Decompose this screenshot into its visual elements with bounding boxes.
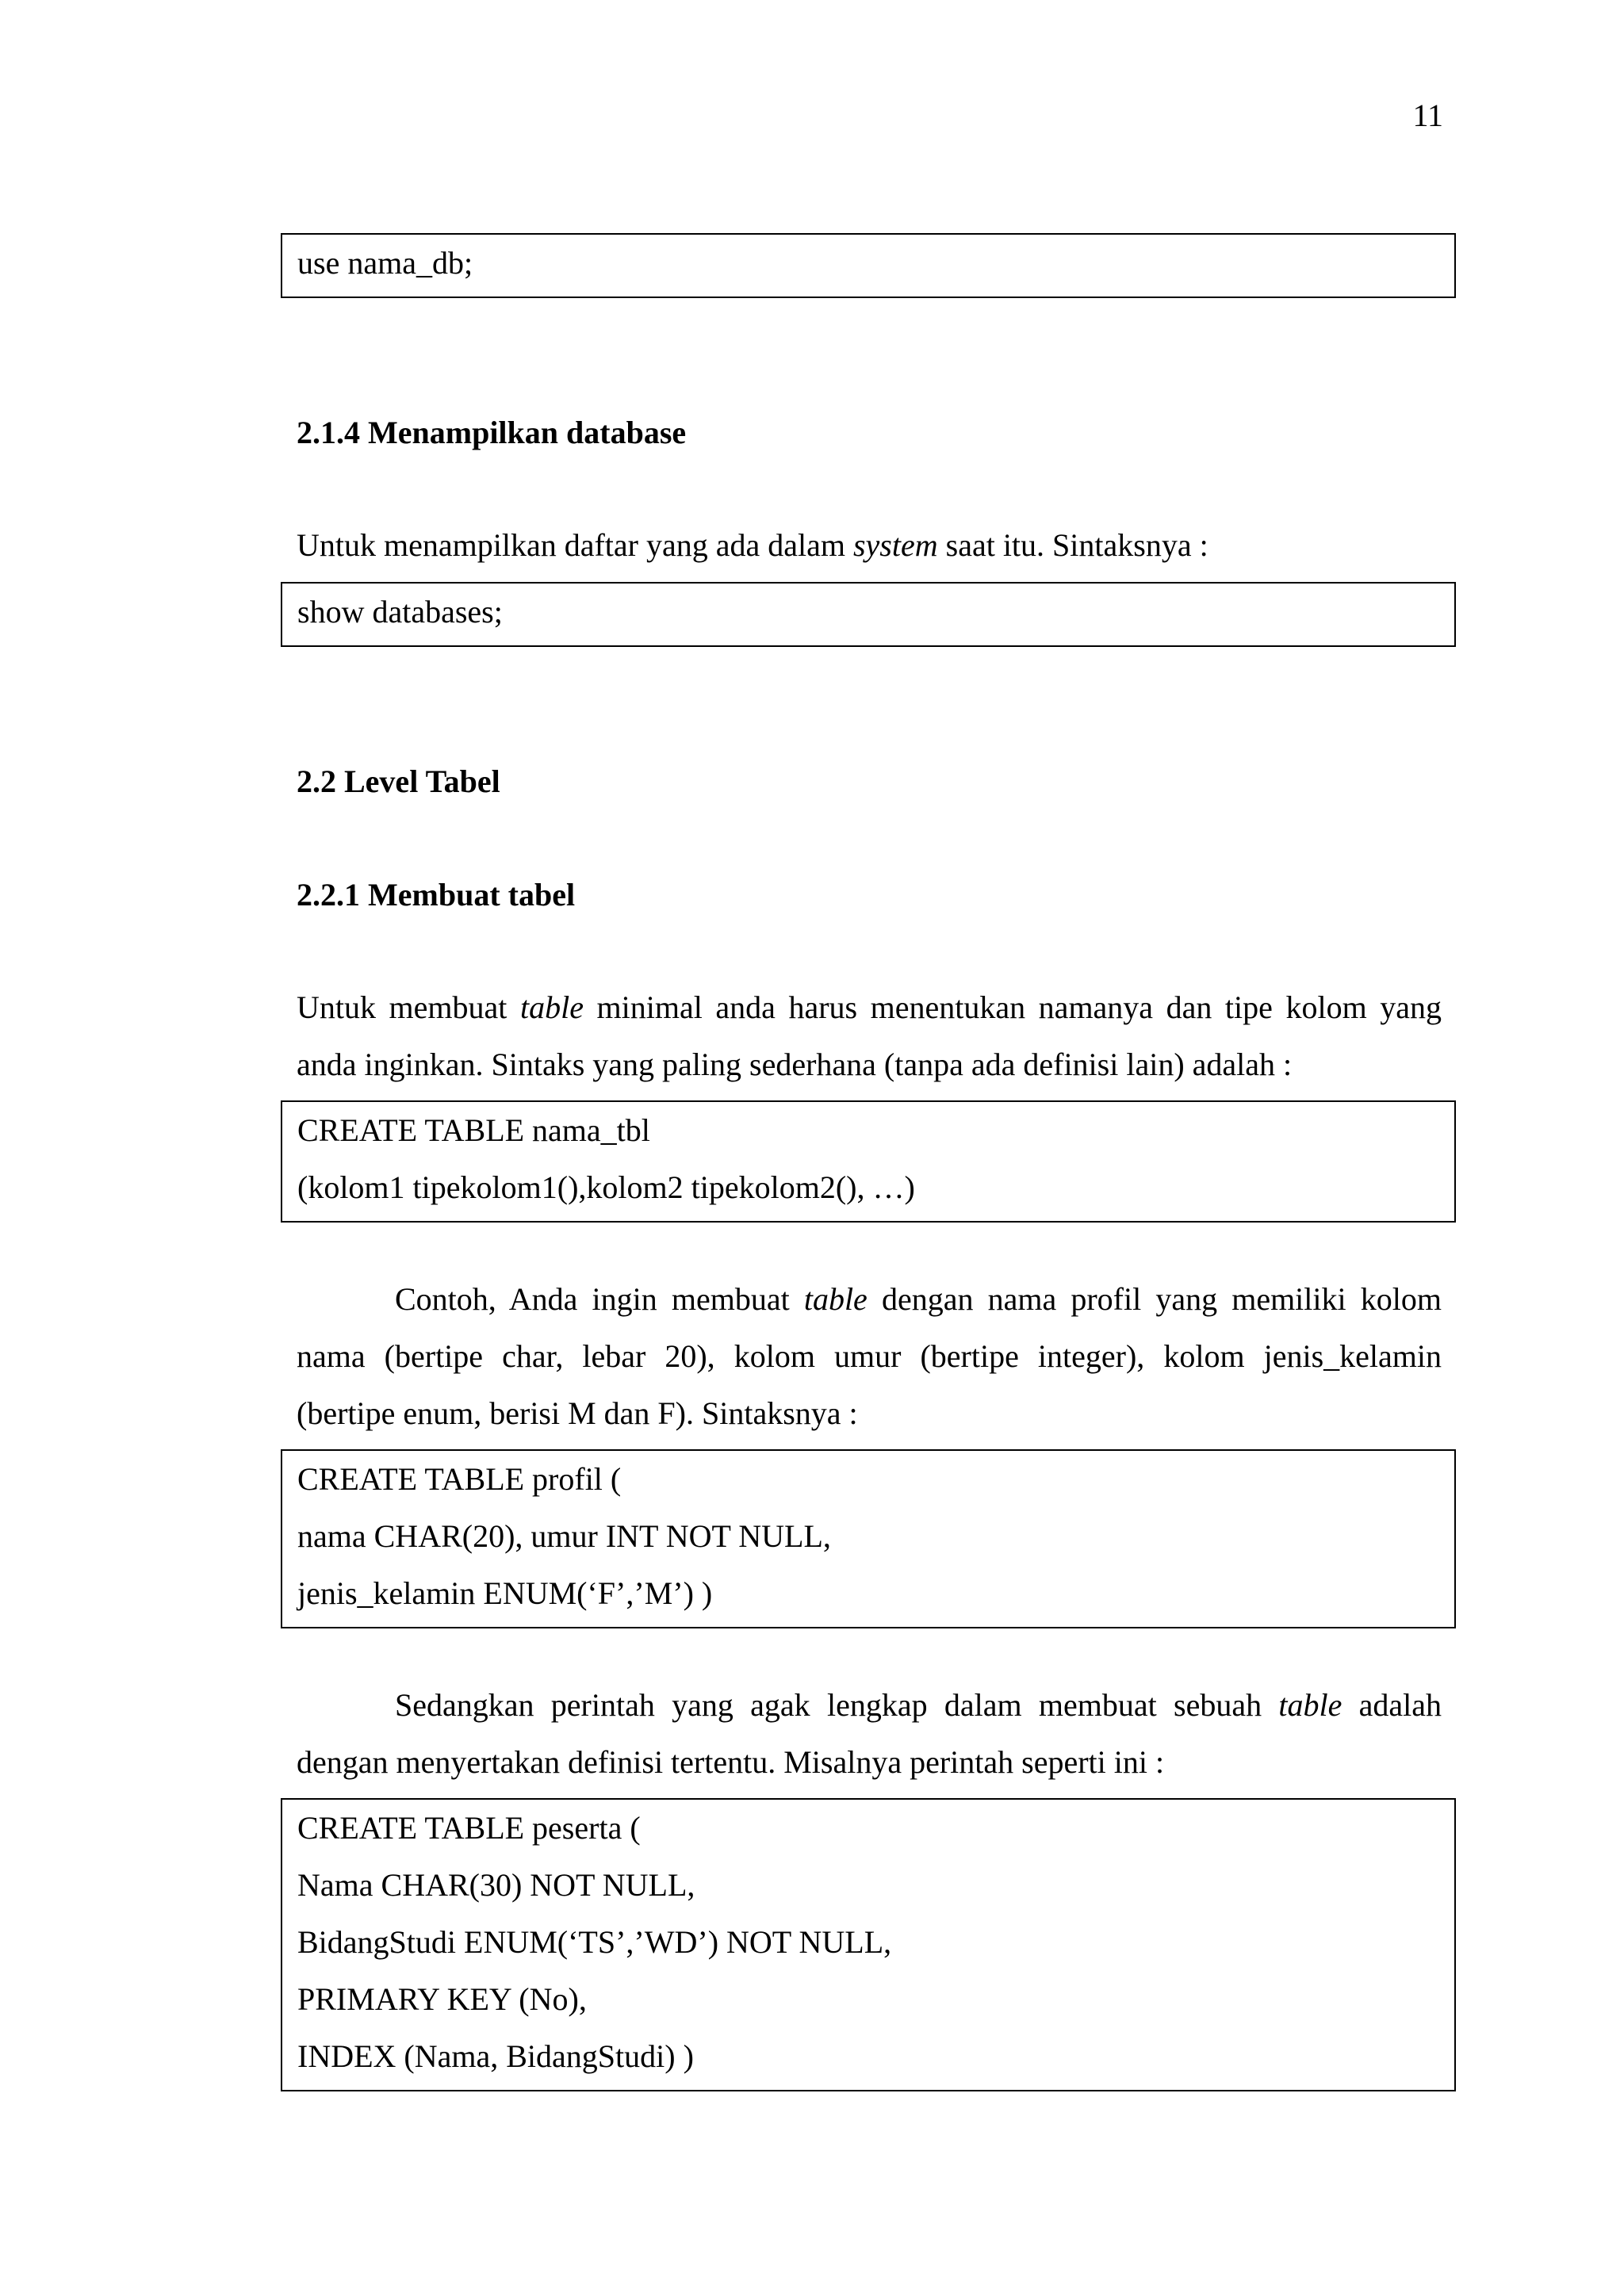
- para-text: Sedangkan perintah yang agak lengkap dalam membuat sebuah: [395, 1687, 1279, 1723]
- para-line: [297, 1677, 1442, 1734]
- code-line: Nama CHAR(30) NOT NULL,: [297, 1867, 695, 1903]
- paragraph-profil-example: [297, 1271, 1442, 1442]
- section-heading-2-2: 2.2 Level Tabel: [297, 763, 500, 799]
- code-line: use nama_db;: [297, 245, 473, 281]
- para-emphasis: system: [852, 527, 938, 563]
- para-line: [297, 1271, 1442, 1328]
- para-text: Untuk membuat: [297, 989, 520, 1025]
- code-box-create-table-syntax: [281, 1100, 1456, 1223]
- para-text: saat itu. Sintaksnya :: [937, 527, 1208, 563]
- code-line: nama CHAR(20), umur INT NOT NULL,: [297, 1518, 831, 1554]
- paragraph-show-databases-intro: [297, 517, 1442, 574]
- code-box-use-db: [281, 233, 1456, 298]
- para-line: dengan menyertakan definisi tertentu. Misalnya perintah seperti ini :: [297, 1744, 1165, 1780]
- para-text: adalah: [1342, 1687, 1442, 1723]
- para-emphasis: table: [1278, 1687, 1342, 1723]
- code-line: INDEX (Nama, BidangStudi) ): [297, 2038, 694, 2074]
- code-box-create-table-peserta: [281, 1798, 1456, 2091]
- code-box-show-databases: [281, 582, 1456, 647]
- code-line: (kolom1 tipekolom1(),kolom2 tipekolom2(), …): [297, 1169, 915, 1205]
- section-heading-2-2-1: 2.2.1 Membuat tabel: [297, 877, 576, 913]
- section-heading-2-1-4: 2.1.4 Menampilkan database: [297, 415, 687, 450]
- code-line: show databases;: [297, 594, 503, 629]
- code-line: CREATE TABLE profil (: [297, 1461, 622, 1497]
- code-line: CREATE TABLE peserta (: [297, 1810, 641, 1846]
- code-line: CREATE TABLE nama_tbl: [297, 1112, 650, 1148]
- para-text: dengan nama profil yang memiliki kolom: [867, 1281, 1442, 1317]
- paragraph-complete-table-intro: [297, 1677, 1442, 1791]
- para-line: anda inginkan. Sintaks yang paling sederhana (tanpa ada definisi lain) adalah :: [297, 1047, 1293, 1082]
- para-text: Contoh, Anda ingin membuat: [395, 1281, 804, 1317]
- para-line: (bertipe enum, berisi M dan F). Sintaksnya :: [297, 1395, 858, 1431]
- code-line: PRIMARY KEY (No),: [297, 1981, 587, 2017]
- page-number: 11: [1412, 98, 1443, 133]
- para-text: minimal anda harus menentukan namanya dan tipe kolom yang: [583, 989, 1442, 1025]
- para-emphasis: table: [519, 989, 584, 1025]
- para-emphasis: table: [803, 1281, 868, 1317]
- para-text: Untuk menampilkan daftar yang ada dalam: [297, 527, 853, 563]
- paragraph-create-table-intro: [297, 979, 1442, 1093]
- code-box-create-table-profil: [281, 1449, 1456, 1628]
- code-line: jenis_kelamin ENUM(‘F’,’M’) ): [297, 1575, 713, 1611]
- para-line: nama (bertipe char, lebar 20), kolom umur (bertipe integer), kolom jenis_kelamin: [297, 1338, 1442, 1374]
- para-line: [297, 979, 1442, 1036]
- code-line: BidangStudi ENUM(‘TS’,’WD’) NOT NULL,: [297, 1924, 892, 1960]
